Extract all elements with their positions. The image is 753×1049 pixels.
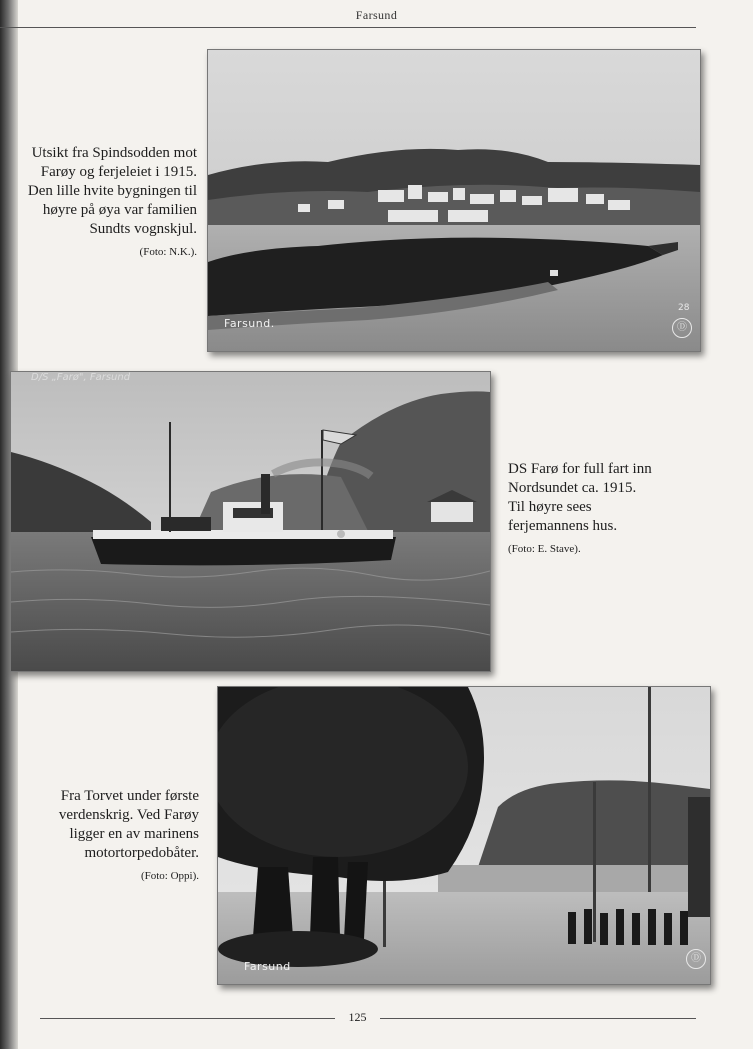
caption-line: Fra Torvet under første bbox=[60, 788, 199, 804]
postcard-title-label: D/S „Farø", Farsund bbox=[31, 372, 131, 383]
header-rule bbox=[0, 27, 696, 28]
caption-line: verdenskrig. Ved Farøy bbox=[58, 807, 199, 823]
postcard-number: 28 bbox=[678, 303, 690, 313]
photo-torvet-square bbox=[217, 686, 711, 985]
running-header: Farsund bbox=[355, 8, 398, 22]
caption-line: DS Farø for full fart inn bbox=[508, 461, 652, 477]
photo-farsund-view-image bbox=[208, 50, 700, 351]
photo-farsund-view bbox=[207, 49, 701, 352]
caption-line: ligger en av marinens bbox=[69, 826, 199, 842]
caption-line: Farøy og ferjeleiet i 1915. bbox=[40, 164, 197, 180]
footer-rule bbox=[40, 1018, 335, 1019]
photo-ds-faro-ship bbox=[10, 371, 491, 672]
caption-line: Utsikt fra Spindsodden mot bbox=[31, 145, 197, 161]
photo-torvet-square-image bbox=[218, 687, 710, 984]
publisher-stamp-icon: Ⓓ bbox=[686, 949, 706, 969]
caption-line: motortorpedobåter. bbox=[84, 845, 199, 861]
caption-line: Sundts vognskjul. bbox=[89, 221, 197, 237]
publisher-stamp-icon: Ⓓ bbox=[672, 318, 692, 338]
caption-line: Til høyre sees bbox=[508, 499, 592, 515]
photo-credit: (Foto: E. Stave). bbox=[508, 543, 581, 555]
caption-photo-1 bbox=[0, 144, 197, 262]
caption-line: Den lille hvite bygningen til bbox=[27, 183, 197, 199]
caption-line: høyre på øya var familien bbox=[42, 202, 197, 218]
page-number: 125 bbox=[348, 1010, 367, 1024]
caption-line: ferjemannens hus. bbox=[508, 518, 618, 534]
footer-rule bbox=[380, 1018, 696, 1019]
caption-photo-3 bbox=[0, 787, 199, 886]
caption-photo-2 bbox=[508, 460, 698, 559]
photo-ds-faro-ship-image bbox=[11, 372, 490, 671]
postcard-place-label: Farsund. bbox=[224, 317, 275, 330]
caption-line: Nordsundet ca. 1915. bbox=[508, 480, 637, 496]
photo-credit: (Foto: N.K.). bbox=[139, 246, 197, 258]
postcard-place-label: Farsund bbox=[244, 960, 291, 973]
photo-credit: (Foto: Oppi). bbox=[140, 870, 199, 882]
